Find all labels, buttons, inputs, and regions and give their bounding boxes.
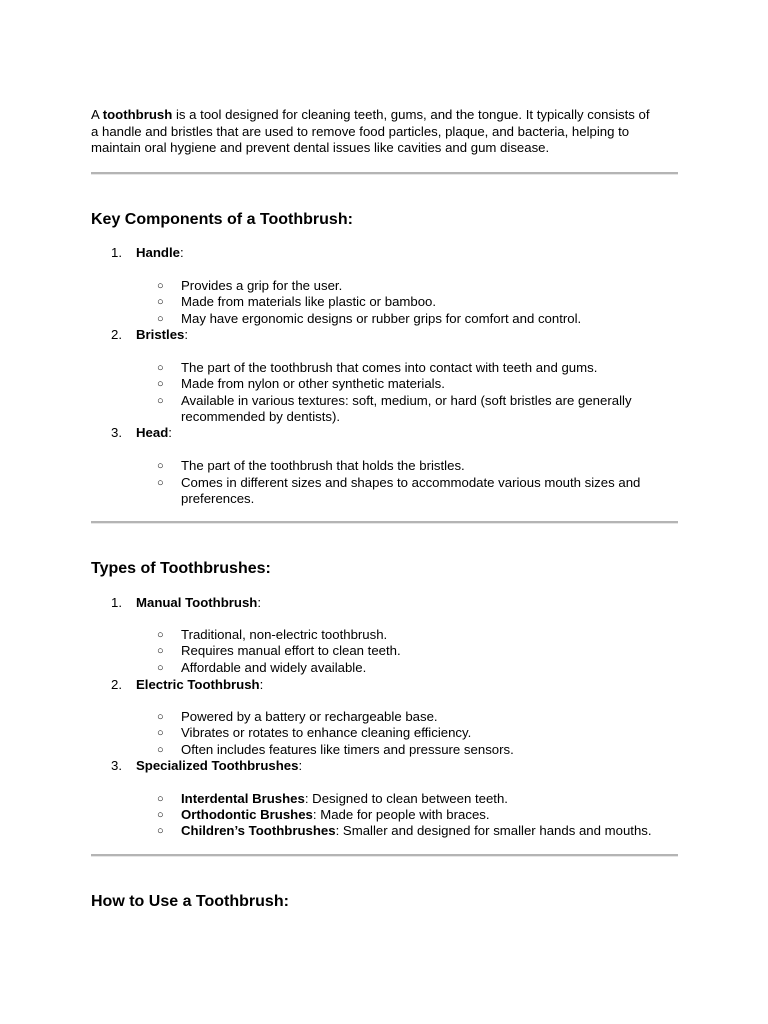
bullet-circle-icon: ○ — [157, 662, 164, 674]
bullet-text: Provides a grip for the user. — [181, 278, 343, 293]
bullet-circle-icon: ○ — [157, 296, 164, 308]
bullet-text: Affordable and widely available. — [181, 660, 367, 675]
item-suffix: : — [168, 425, 172, 440]
list-number: 1. — [111, 595, 122, 610]
list-number: 1. — [111, 245, 122, 260]
divider-2 — [91, 521, 678, 524]
item-suffix: : — [259, 677, 264, 692]
list-number: 2. — [111, 327, 122, 342]
item-suffix: : — [298, 758, 303, 773]
heading-key-components: Key Components of a Toothbrush: — [91, 211, 353, 228]
bullet-circle-icon: ○ — [157, 727, 164, 739]
bullet-circle-icon: ○ — [157, 477, 164, 489]
bullet-text: preferences. — [181, 491, 255, 506]
bullet-text: Made from materials like plastic or bamboo. — [181, 294, 437, 309]
bullet-text — [181, 791, 508, 808]
list-item-label — [136, 425, 172, 442]
bullet-text: May have ergonomic designs or rubber grips for comfort and control. — [181, 311, 582, 326]
intro-text-line-3: maintain oral hygiene and prevent dental issues like cavities and gum disease. — [91, 140, 550, 155]
bullet-circle-icon: ○ — [157, 809, 164, 821]
bullet-description: : Smaller and designed for smaller hands and mouths. — [335, 823, 652, 838]
bullet-circle-icon: ○ — [157, 378, 164, 390]
bullet-text: Powered by a battery or rechargeable base. — [181, 709, 438, 724]
bullet-text: Made from nylon or other synthetic materials. — [181, 376, 445, 391]
item-term: Electric Toothbrush — [136, 677, 260, 692]
bullet-text: Available in various textures: soft, medium, or hard (soft bristles are generally — [181, 393, 632, 408]
bullet-text: Requires manual effort to clean teeth. — [181, 643, 401, 658]
intro-text-line-1: is a tool designed for cleaning teeth, gums, and the tongue. It typically consists of — [172, 107, 650, 122]
intro-term: toothbrush — [102, 107, 173, 122]
list-number: 3. — [111, 425, 122, 440]
list-item-label — [136, 595, 261, 612]
bullet-circle-icon: ○ — [157, 711, 164, 723]
bullet-description: : Designed to clean between teeth. — [304, 791, 508, 806]
intro-paragraph — [91, 107, 679, 157]
bullet-text: The part of the toothbrush that comes into contact with teeth and gums. — [181, 360, 598, 375]
intro-prefix: A — [91, 107, 103, 122]
bullet-description: : Made for people with braces. — [312, 807, 490, 822]
bullet-term: Interdental Brushes — [181, 791, 305, 806]
bullet-text: Traditional, non-electric toothbrush. — [181, 627, 388, 642]
item-term: Handle — [136, 245, 180, 260]
list-item-label — [136, 327, 188, 344]
bullet-circle-icon: ○ — [157, 629, 164, 641]
divider-3 — [91, 854, 678, 857]
list-item-label — [136, 245, 184, 262]
bullet-text: The part of the toothbrush that holds the bristles. — [181, 458, 465, 473]
item-term: Manual Toothbrush — [136, 595, 258, 610]
bullet-text: Often includes features like timers and pressure sensors. — [181, 742, 514, 757]
heading-how-to-use: How to Use a Toothbrush: — [91, 893, 289, 910]
list-number: 3. — [111, 758, 122, 773]
bullet-text — [181, 807, 490, 824]
bullet-text: recommended by dentists). — [181, 409, 341, 424]
item-suffix: : — [257, 595, 262, 610]
bullet-circle-icon: ○ — [157, 793, 164, 805]
item-term: Specialized Toothbrushes — [136, 758, 299, 773]
bullet-circle-icon: ○ — [157, 362, 164, 374]
bullet-text — [181, 823, 652, 840]
bullet-circle-icon: ○ — [157, 313, 164, 325]
bullet-circle-icon: ○ — [157, 460, 164, 472]
list-item-label — [136, 677, 263, 694]
heading-types: Types of Toothbrushes: — [91, 560, 271, 577]
divider-1 — [91, 172, 678, 175]
intro-text-line-2: a handle and bristles that are used to remove food particles, plaque, and bacteria, helping to — [91, 123, 630, 139]
item-suffix: : — [179, 245, 184, 260]
bullet-circle-icon: ○ — [157, 744, 164, 756]
bullet-circle-icon: ○ — [157, 645, 164, 657]
bullet-text: Comes in different sizes and shapes to accommodate various mouth sizes and — [181, 475, 641, 490]
bullet-text: Vibrates or rotates to enhance cleaning efficiency. — [181, 725, 472, 740]
list-number: 2. — [111, 677, 122, 692]
item-term: Bristles — [136, 327, 185, 342]
item-suffix: : — [184, 327, 189, 342]
bullet-circle-icon: ○ — [157, 825, 164, 837]
bullet-term: Children’s Toothbrushes — [181, 823, 336, 838]
bullet-term: Orthodontic Brushes — [181, 807, 313, 822]
bullet-circle-icon: ○ — [157, 395, 164, 407]
bullet-circle-icon: ○ — [157, 280, 164, 292]
item-term: Head — [136, 425, 169, 440]
list-item-label — [136, 758, 302, 775]
